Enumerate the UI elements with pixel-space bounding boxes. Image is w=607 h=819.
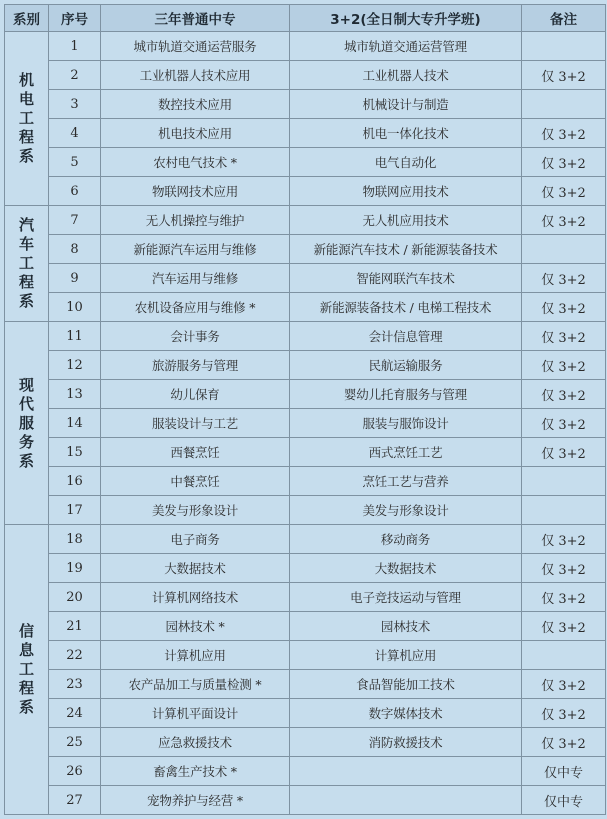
note-cell (522, 496, 606, 525)
college-program: 电气自动化 (290, 148, 522, 177)
table-row (5, 641, 606, 670)
row-number: 14 (49, 409, 101, 438)
note-cell: 仅 3+2 (522, 380, 606, 409)
table-row (5, 496, 606, 525)
college-program: 食品智能加工技术 (290, 670, 522, 699)
secondary-program: 汽车运用与维修 (101, 264, 290, 293)
secondary-program: 电子商务 (101, 525, 290, 554)
table-row (5, 380, 606, 409)
secondary-program: 无人机操控与维护 (101, 206, 290, 235)
note-cell (522, 467, 606, 496)
row-number: 15 (49, 438, 101, 467)
note-cell: 仅 3+2 (522, 264, 606, 293)
college-program: 数字媒体技术 (290, 699, 522, 728)
table-row (5, 728, 606, 757)
table-row (5, 322, 606, 351)
college-program: 城市轨道交通运营管理 (290, 32, 522, 61)
row-number: 24 (49, 699, 101, 728)
department-cell (5, 206, 49, 322)
table-row (5, 786, 606, 815)
secondary-program: 中餐烹饪 (101, 467, 290, 496)
secondary-program: 农产品加工与质量检测 * (101, 670, 290, 699)
table-row (5, 583, 606, 612)
row-number: 3 (49, 90, 101, 119)
note-cell: 仅 3+2 (522, 670, 606, 699)
department-cell (5, 322, 49, 525)
note-cell: 仅 3+2 (522, 119, 606, 148)
secondary-program: 会计事务 (101, 322, 290, 351)
note-cell (522, 235, 606, 264)
row-number: 18 (49, 525, 101, 554)
row-number: 9 (49, 264, 101, 293)
table-row (5, 235, 606, 264)
header-college-program: 3+2(全日制大专升学班) (290, 5, 522, 32)
secondary-program: 畜禽生产技术 * (101, 757, 290, 786)
secondary-program: 服装设计与工艺 (101, 409, 290, 438)
row-number: 22 (49, 641, 101, 670)
note-cell: 仅 3+2 (522, 699, 606, 728)
college-program: 西式烹饪工艺 (290, 438, 522, 467)
secondary-program: 新能源汽车运用与维修 (101, 235, 290, 264)
table-row (5, 32, 606, 61)
college-program: 无人机应用技术 (290, 206, 522, 235)
secondary-program: 幼儿保育 (101, 380, 290, 409)
table-row (5, 293, 606, 322)
row-number: 5 (49, 148, 101, 177)
note-cell (522, 641, 606, 670)
college-program: 大数据技术 (290, 554, 522, 583)
note-cell: 仅中专 (522, 786, 606, 815)
header-secondary-program: 三年普通中专 (101, 5, 290, 32)
note-cell: 仅 3+2 (522, 351, 606, 380)
secondary-program: 美发与形象设计 (101, 496, 290, 525)
college-program: 会计信息管理 (290, 322, 522, 351)
college-program: 消防救援技术 (290, 728, 522, 757)
college-program: 民航运输服务 (290, 351, 522, 380)
secondary-program: 计算机网络技术 (101, 583, 290, 612)
college-program: 工业机器人技术 (290, 61, 522, 90)
header-number: 序号 (49, 5, 101, 32)
college-program (290, 786, 522, 815)
table-row (5, 670, 606, 699)
note-cell: 仅 3+2 (522, 583, 606, 612)
secondary-program: 工业机器人技术应用 (101, 61, 290, 90)
college-program: 智能网联汽车技术 (290, 264, 522, 293)
note-cell: 仅 3+2 (522, 61, 606, 90)
row-number: 4 (49, 119, 101, 148)
table-body (5, 32, 606, 815)
secondary-program: 计算机平面设计 (101, 699, 290, 728)
table-row (5, 438, 606, 467)
secondary-program: 农机设备应用与维修 * (101, 293, 290, 322)
table-row (5, 119, 606, 148)
college-program: 新能源装备技术 / 电梯工程技术 (290, 293, 522, 322)
row-number: 23 (49, 670, 101, 699)
note-cell: 仅 3+2 (522, 177, 606, 206)
secondary-program: 大数据技术 (101, 554, 290, 583)
row-number: 8 (49, 235, 101, 264)
table-row (5, 699, 606, 728)
college-program: 新能源汽车技术 / 新能源装备技术 (290, 235, 522, 264)
note-cell: 仅 3+2 (522, 525, 606, 554)
note-cell: 仅 3+2 (522, 554, 606, 583)
department-cell (5, 525, 49, 815)
header-note: 备注 (522, 5, 606, 32)
row-number: 25 (49, 728, 101, 757)
department-name: 现代服务系 (18, 375, 34, 470)
secondary-program: 西餐烹饪 (101, 438, 290, 467)
row-number: 19 (49, 554, 101, 583)
row-number: 10 (49, 293, 101, 322)
college-program: 婴幼儿托育服务与管理 (290, 380, 522, 409)
table-row (5, 554, 606, 583)
note-cell: 仅 3+2 (522, 148, 606, 177)
table-row (5, 467, 606, 496)
note-cell: 仅 3+2 (522, 409, 606, 438)
note-cell: 仅 3+2 (522, 612, 606, 641)
header-department: 系别 (5, 5, 49, 32)
table-row (5, 525, 606, 554)
secondary-program: 物联网技术应用 (101, 177, 290, 206)
table-row (5, 757, 606, 786)
table-row (5, 612, 606, 641)
department-name: 信息工程系 (18, 622, 34, 716)
row-number: 20 (49, 583, 101, 612)
secondary-program: 数控技术应用 (101, 90, 290, 119)
college-program: 园林技术 (290, 612, 522, 641)
secondary-program: 农村电气技术 * (101, 148, 290, 177)
row-number: 7 (49, 206, 101, 235)
college-program: 计算机应用 (290, 641, 522, 670)
department-cell (5, 32, 49, 206)
college-program (290, 757, 522, 786)
secondary-program: 园林技术 * (101, 612, 290, 641)
college-program: 电子竞技运动与管理 (290, 583, 522, 612)
table-row (5, 264, 606, 293)
college-program: 物联网应用技术 (290, 177, 522, 206)
table-row (5, 351, 606, 380)
secondary-program: 机电技术应用 (101, 119, 290, 148)
college-program: 移动商务 (290, 525, 522, 554)
college-program: 美发与形象设计 (290, 496, 522, 525)
secondary-program: 城市轨道交通运营服务 (101, 32, 290, 61)
row-number: 26 (49, 757, 101, 786)
row-number: 17 (49, 496, 101, 525)
row-number: 1 (49, 32, 101, 61)
table-row (5, 206, 606, 235)
secondary-program: 应急救援技术 (101, 728, 290, 757)
table-row (5, 177, 606, 206)
row-number: 16 (49, 467, 101, 496)
department-name: 汽车工程系 (18, 216, 34, 310)
department-name: 机电工程系 (18, 71, 34, 165)
note-cell (522, 90, 606, 119)
majors-table (4, 4, 606, 815)
row-number: 11 (49, 322, 101, 351)
note-cell: 仅 3+2 (522, 293, 606, 322)
note-cell: 仅 3+2 (522, 438, 606, 467)
college-program: 机电一体化技术 (290, 119, 522, 148)
secondary-program: 计算机应用 (101, 641, 290, 670)
college-program: 烹饪工艺与营养 (290, 467, 522, 496)
row-number: 21 (49, 612, 101, 641)
header-row (5, 5, 606, 32)
secondary-program: 旅游服务与管理 (101, 351, 290, 380)
note-cell: 仅 3+2 (522, 206, 606, 235)
row-number: 6 (49, 177, 101, 206)
note-cell (522, 32, 606, 61)
table-row (5, 61, 606, 90)
table-row (5, 148, 606, 177)
college-program: 机械设计与制造 (290, 90, 522, 119)
college-program: 服装与服饰设计 (290, 409, 522, 438)
row-number: 2 (49, 61, 101, 90)
note-cell: 仅 3+2 (522, 322, 606, 351)
note-cell: 仅中专 (522, 757, 606, 786)
note-cell: 仅 3+2 (522, 728, 606, 757)
secondary-program: 宠物养护与经营 * (101, 786, 290, 815)
row-number: 12 (49, 351, 101, 380)
row-number: 13 (49, 380, 101, 409)
table-row (5, 409, 606, 438)
table-row (5, 90, 606, 119)
row-number: 27 (49, 786, 101, 815)
